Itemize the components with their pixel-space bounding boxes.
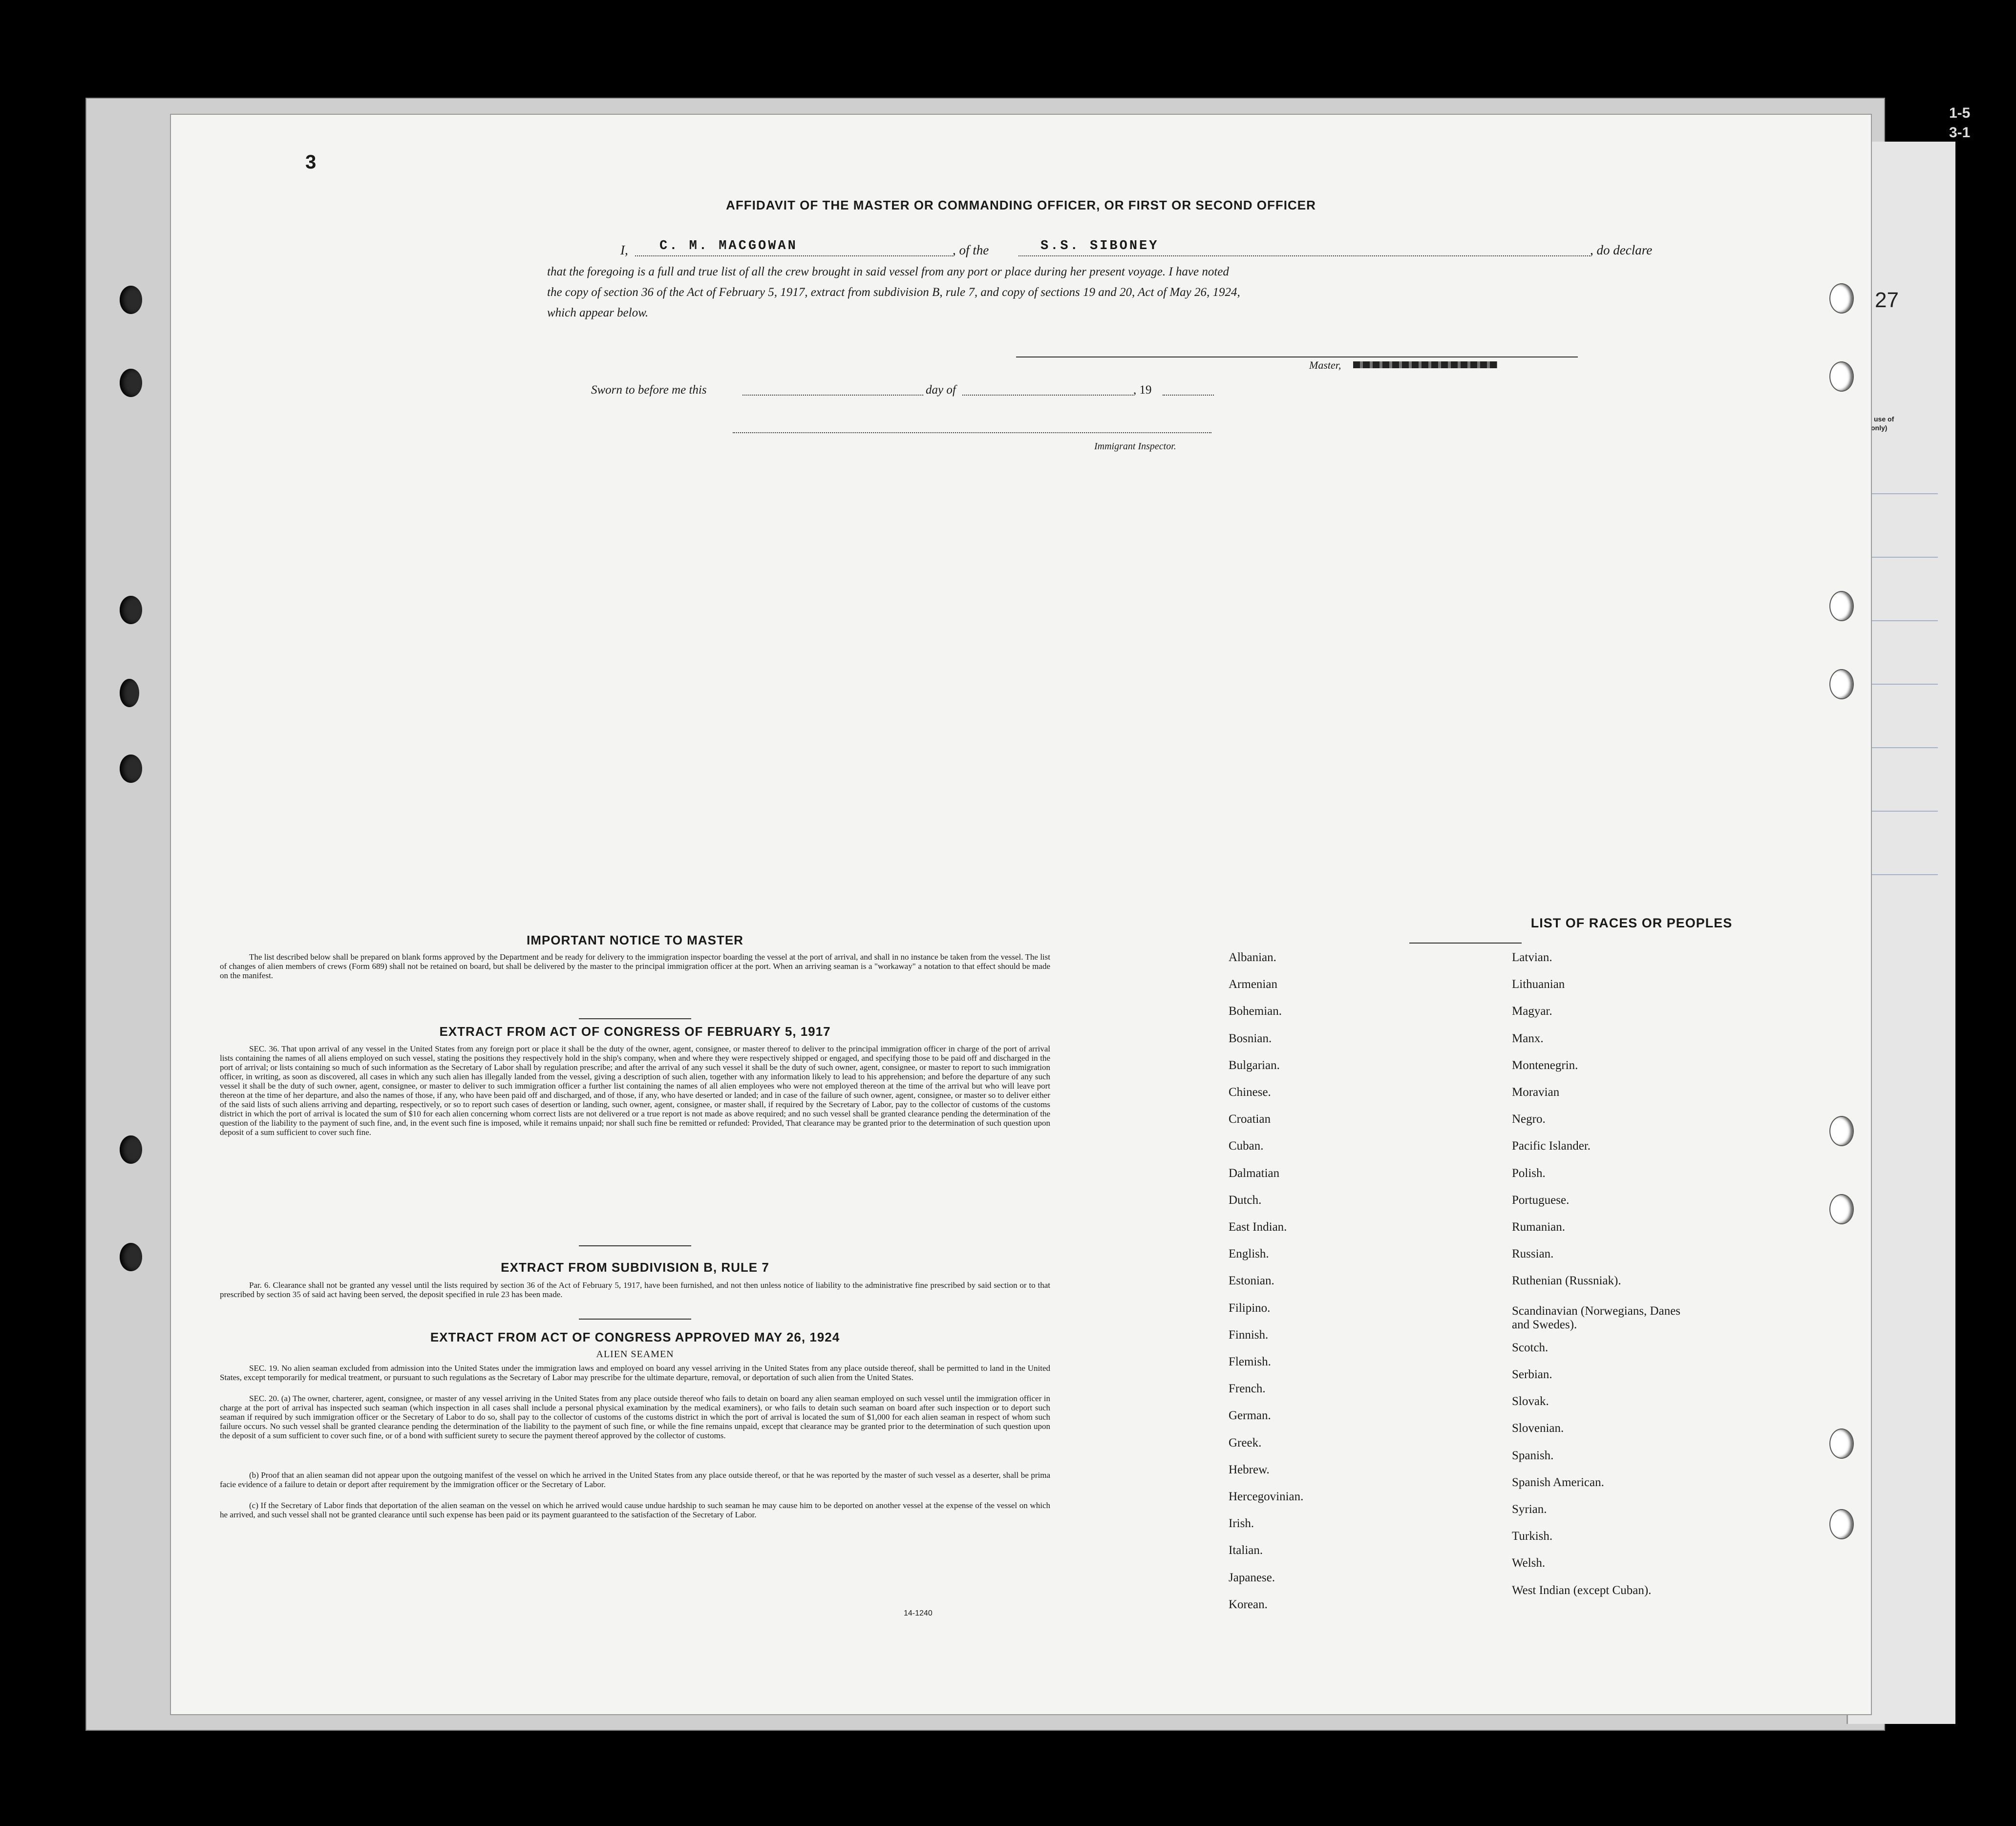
race-item: Italian. [1229,1544,1263,1557]
divider [579,1018,691,1019]
race-item: Moravian [1512,1086,1560,1099]
race-item: Serbian. [1512,1368,1552,1381]
race-item: Welsh. [1512,1556,1546,1570]
race-item: Albanian. [1229,951,1276,964]
sec20a-text: SEC. 20. (a) The owner, charterer, agent, consignee, or master of any vessel arriving in the United States from any place outside thereof who fails to detain on board any alien seaman employed on such vessel until the immigration officer in charge at the port of arrival has inspected such seaman (which inspection in all cases shall include a personal physical examination by the medical examiners), or who fails to detain such seaman on board after such inspection or to deport such seaman if required by such immigration officer or the Secretary of Labor to do so, shall pay to the collector of customs of the customs district in which the port of arrival is located the sum of $1,000 for each alien seaman in respect of whom such failure occurs. No such vessel shall be granted clearance pending the determination of the liability to the payment of such fine, or while the fine remains unpaid, except that clearance may be granted prior to the determination of such question upon the deposit of a sum sufficient to cover such fine, or of a bond with sufficient surety to secure the payment thereof approved by the collector of customs. [220,1394,1050,1440]
handwritten-note: 3-1 [1949,125,1971,141]
binder-hole [120,679,139,707]
sec20b-text: (b) Proof that an alien seaman did not appear upon the outgoing manifest of the vessel on which he arrived in the United States from any place outside thereof, or that he was reported by the master of such vessel as a deserter, shall be prima facie evidence of a failure to detain or deport after requirement by the immigration officer or the Secretary of Labor. [220,1470,1050,1489]
day-of-label: day of [926,383,956,397]
race-item: English. [1229,1247,1269,1260]
extract-1917-title: EXTRACT FROM ACT OF CONGRESS OF FEBRUARY 5, 1917 [439,1024,831,1039]
extract-1917-text: SEC. 36. That upon arrival of any vessel in the United States from any foreign port or place it shall be the duty of the owner, agent, consignee, or master thereof to deliver to the principal immigration officer in charge of the port of arrival lists containing the names of all aliens employed on such vessel, stating the positions they respectively hold in the ship's company, when and where they were respectively shipped or engaged, and specifying those to be paid off and discharged in the port of arrival; or lists containing so much of such information as the Secretary of Labor shall by regulation prescribe; and after the arrival of any such vessel it shall be the duty of such owner, agent, consignee, or master to report to such immigration officer, in writing, as soon as discovered, all cases in which any such alien has illegally landed from the vessel, giving a description of such alien, together with any information likely to lead to his apprehension; and before the departure of any such vessel it shall be the duty of such owner, agent, consignee, or master to deliver to such immigration officer a further list containing the names of all alien employees who were not employed thereon at the time of the arrival but who will leave port thereon at the time of her departure, and also the names of those, if any, who have been paid off and discharged, and of those, if any, who have deserted or landed; and in case of the failure of such owner, agent, consignee, or master so to deliver either of the said lists of such aliens arriving and departing, respectively, or so to report such cases of desertion or landing, such owner, agent, consignee, or master shall, if required by the Secretary of Labor, pay to the collector of customs of the customs district in which the port of arrival is located the sum of $10 for each alien concerning whom correct lists are not delivered or a true report is not made as above required; and no such vessel shall be granted clearance pending the determination of the question of the liability to the payment of such fine, and, in the event such fine is imposed, while it remains unpaid; nor shall such fine be remitted or refunded: Provided, That clearance may be granted prior to the determination of such question upon deposit of a sum sufficient to cover such fine. [220,1044,1050,1137]
race-item: Flemish. [1229,1355,1271,1368]
vessel-line [1019,255,1590,256]
race-item: German. [1229,1409,1271,1422]
sheet-mark: 3 [305,151,317,173]
race-item: East Indian. [1229,1220,1287,1234]
underlying-page-number: 27 [1875,288,1899,312]
binder-hole [1829,1509,1854,1539]
race-item: Spanish. [1512,1449,1554,1462]
form-number: 14-1240 [904,1609,933,1617]
vessel-name: S.S. SIBONEY [1040,239,1159,253]
underlying-text-fragment: use of [1874,415,1894,423]
race-item: French. [1229,1382,1266,1395]
race-item: Negro. [1512,1112,1546,1126]
race-item: Turkish. [1512,1530,1553,1543]
notice-text: The list described below shall be prepared on blank forms approved by the Department and be ready for delivery to the immigration inspector boarding the vessel at the port of arrival, and shall in no instance be taken from the vessel. The list of changes of alien members of crews (Form 689) shall not be retained on board, but shall be delivered by the master to the principal immigration officer at the port. When an arriving seaman is a "workaway" a notation to that effect should be made on the manifest. [220,952,1050,980]
race-item: Bosnian. [1229,1032,1272,1045]
race-item: West Indian (except Cuban). [1512,1584,1652,1597]
race-item: Irish. [1229,1517,1254,1530]
race-item: Korean. [1229,1598,1268,1611]
binder-hole [1829,669,1854,699]
race-item: Hercegovinian. [1229,1490,1304,1503]
binder-hole [120,369,142,397]
races-title: LIST OF RACES OR PEOPLES [1530,916,1733,930]
race-item: Pacific Islander. [1512,1139,1591,1153]
race-item: Manx. [1512,1032,1544,1045]
race-item: Latvian. [1512,951,1552,964]
extract-1924-title: EXTRACT FROM ACT OF CONGRESS APPROVED MAY 26, 1924 [430,1330,840,1344]
sworn-day-line [743,395,923,396]
binder-hole [120,596,142,624]
affidavit-title: AFFIDAVIT OF THE MASTER OR COMMANDING OFFICER, OR FIRST OR SECOND OFFICER [726,198,1316,212]
race-item: Bulgarian. [1229,1059,1280,1072]
divider [1409,943,1522,944]
underlying-text-fragment: only) [1871,424,1888,432]
race-item: Montenegrin. [1512,1059,1578,1072]
sec19-text: SEC. 19. No alien seaman excluded from admission into the United States under the immigration laws and employed on board any vessel arriving in the United States from any place outside thereof, shall be permitted to land in the United States, except temporarily for medical treatment, or pursuant to such regulations as the Secretary of Labor may prescribe for the ultimate departure, removal, or deportation of such alien from the United States. [220,1364,1050,1382]
race-item: Polish. [1512,1167,1546,1180]
master-label: Master, [1309,359,1341,371]
race-item: Syrian. [1512,1503,1547,1516]
race-item: Ruthenian (Russniak). [1512,1274,1621,1287]
race-item: Estonian. [1229,1274,1274,1287]
race-item: Rumanian. [1512,1220,1566,1234]
handwritten-note: 1-5 [1949,105,1971,121]
sworn-label: Sworn to before me this [591,383,707,397]
race-item: Finnish. [1229,1328,1269,1342]
race-item: Dalmatian [1229,1167,1280,1180]
affidavit-body-line: which appear below. [547,306,649,319]
binder-hole [120,755,142,783]
notice-title: IMPORTANT NOTICE TO MASTER [527,933,743,947]
race-item: Scandinavian (Norwegians, Danes and Swedes). [1512,1304,1681,1331]
year-label: , 19 [1133,383,1152,397]
extract-rule7-text: Par. 6. Clearance shall not be granted any vessel until the lists required by section 36 of the Act of February 5, 1917, have been furnished, and not then unless notice of liability to the administrative fine prescribed by said section or to that prescribed by section 35 of said act having been served, the deposit specified in rule 23 has been made. [220,1280,1050,1299]
inspector-label: Immigrant Inspector. [1094,441,1176,452]
affidavit-document [171,115,1871,1714]
binder-hole [1829,1194,1854,1224]
race-item: Japanese. [1229,1571,1275,1584]
binder-hole [1829,283,1854,314]
race-item: Filipino. [1229,1301,1271,1315]
race-item: Chinese. [1229,1086,1271,1099]
binder-hole [120,286,142,314]
race-item: Armenian [1229,978,1277,991]
inspector-signature-line [733,432,1211,433]
race-item: Slovak. [1512,1395,1549,1408]
race-item: Slovenian. [1512,1422,1564,1435]
race-item: Dutch. [1229,1194,1262,1207]
race-item: Bohemian. [1229,1005,1282,1018]
race-item: Russian. [1512,1247,1554,1260]
binder-hole [120,1243,142,1271]
of-the-label: , of the [953,243,989,257]
divider [579,1319,691,1320]
extract-rule7-title: EXTRACT FROM SUBDIVISION B, RULE 7 [501,1260,769,1275]
race-item: Hebrew. [1229,1463,1270,1476]
race-item: Cuban. [1229,1139,1264,1153]
race-item: Portuguese. [1512,1194,1570,1207]
declare-label: , do declare [1590,243,1653,257]
sec20c-text: (c) If the Secretary of Labor finds that deportation of the alien seaman on the vessel on which he arrived would cause undue hardship to such seaman he may cause him to be deported on another vessel at the expense of the vessel on which he arrived, and such vessel shall not be granted clearance until such expense has been paid or its payment guaranteed to the satisfaction of the Secretary of Labor. [220,1501,1050,1519]
binder-hole [1829,1116,1854,1146]
binder-hole [120,1135,142,1164]
binder-hole [1829,1428,1854,1459]
race-item: Greek. [1229,1436,1262,1449]
binder-hole [1829,361,1854,392]
affidavit-body-line: that the foregoing is a full and true list of all the crew brought in said vessel from any port or place during her present voyage. I have noted [547,265,1229,278]
sworn-month-line [962,395,1133,396]
name-line [635,255,953,256]
i-label: I, [620,243,628,257]
divider [579,1245,691,1246]
race-item: Scotch. [1512,1341,1549,1354]
alien-seamen-subtitle: ALIEN SEAMEN [596,1349,674,1360]
race-item: Spanish American. [1512,1476,1604,1489]
redacted-signature [1353,361,1497,368]
affidavit-body-line: the copy of section 36 of the Act of February 5, 1917, extract from subdivision B, rule 7, and copy of sections 19 and 20, Act of May 26, 1924, [547,286,1240,299]
sworn-year-line [1163,395,1214,396]
race-item: Magyar. [1512,1005,1552,1018]
binder-hole [1829,591,1854,621]
race-item: Lithuanian [1512,978,1565,991]
master-name: C. M. MACGOWAN [659,239,798,253]
race-item: Croatian [1229,1112,1271,1126]
